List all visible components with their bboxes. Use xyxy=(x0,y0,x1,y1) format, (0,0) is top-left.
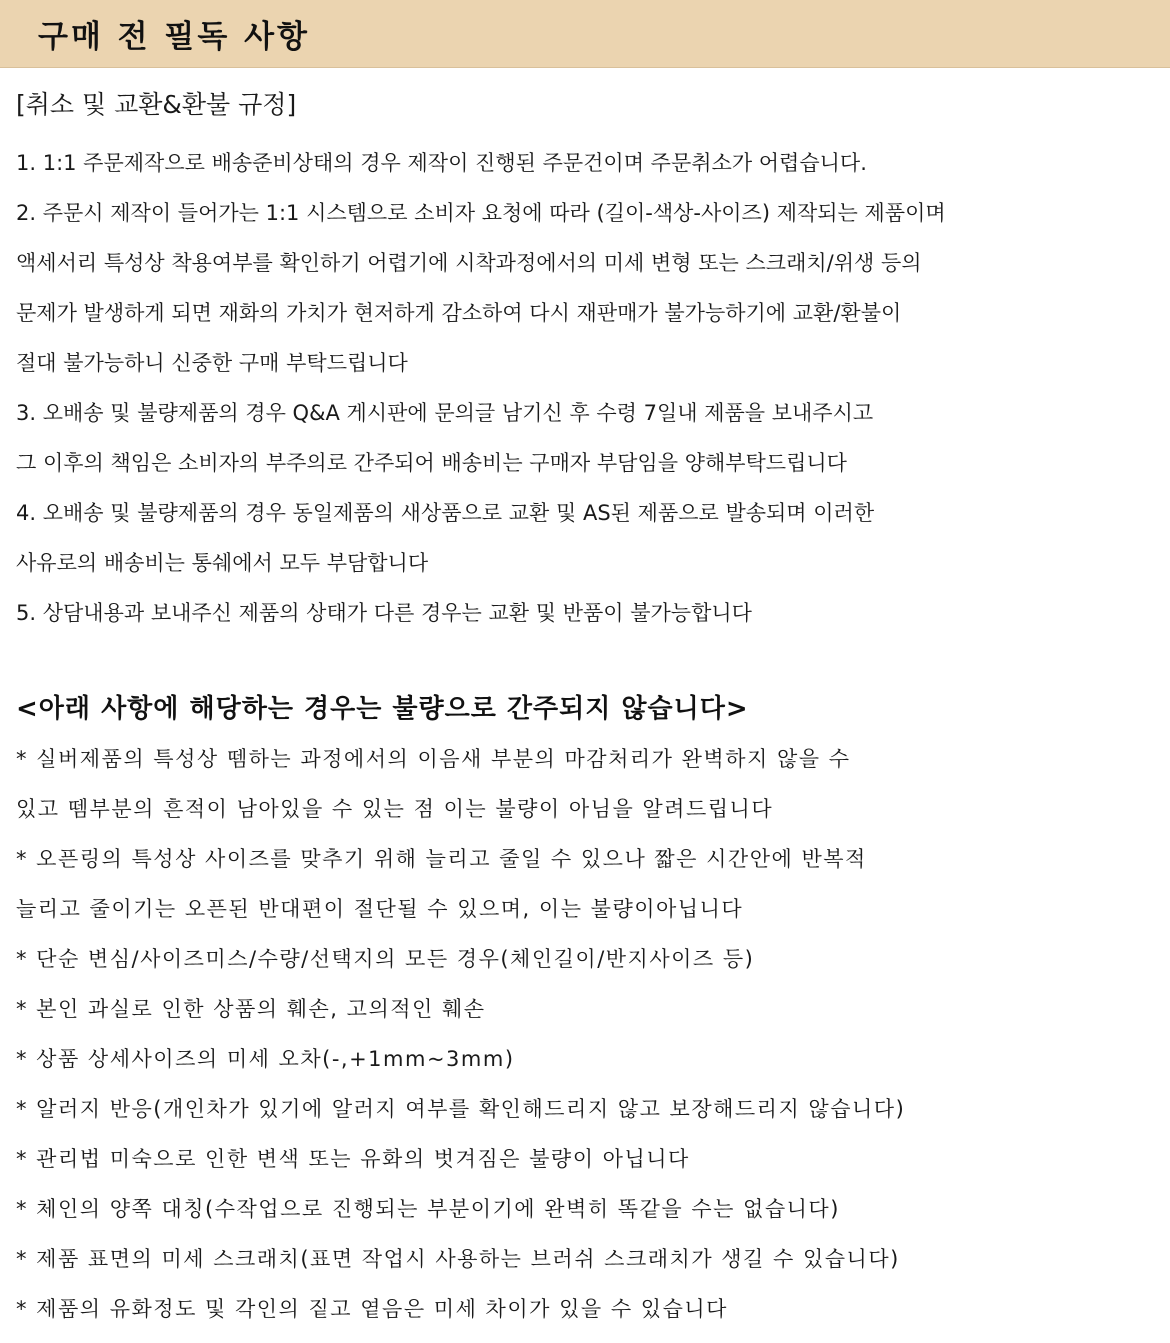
defect-line: * 본인 과실로 인한 상품의 훼손, 고의적인 훼손 xyxy=(16,997,486,1021)
defect-line: * 관리법 미숙으로 인한 변색 또는 유화의 벗겨짐은 불량이 아닙니다 xyxy=(16,1147,690,1171)
policy-line: 절대 불가능하니 신중한 구매 부탁드립니다 xyxy=(16,351,408,375)
defect-line: * 상품 상세사이즈의 미세 오차(-,+1mm~3mm) xyxy=(16,1047,515,1071)
policy-line: 4. 오배송 및 불량제품의 경우 동일제품의 새상품으로 교환 및 AS된 제품으로 발송되며 이러한 xyxy=(16,501,875,525)
policy-line: 2. 주문시 제작이 들어가는 1:1 시스템으로 소비자 요청에 따라 (길이-색상-사이즈) 제작되는 제품이며 xyxy=(16,201,946,225)
policy-line: 1. 1:1 주문제작으로 배송준비상태의 경우 제작이 진행된 주문건이며 주문취소가 어렵습니다. xyxy=(16,151,867,175)
section-spacer xyxy=(16,638,1160,684)
defect-line: 있고 뗌부분의 흔적이 남아있을 수 있는 점 이는 불량이 아님을 알려드립니다 xyxy=(16,797,774,821)
policy-line: 3. 오배송 및 불량제품의 경우 Q&A 게시판에 문의글 남기신 후 수령 7일내 제품을 보내주시고 xyxy=(16,401,874,425)
policy-line: 액세서리 특성상 착용여부를 확인하기 어렵기에 시착과정에서의 미세 변형 또는 스크래치/위생 등의 xyxy=(16,251,922,275)
page-title: 구매 전 필독 사항 xyxy=(38,19,310,55)
policy-line: 문제가 발생하게 되면 재화의 가치가 현저하게 감소하여 다시 재판매가 불가능하기에 교환/환불이 xyxy=(16,301,902,325)
defect-heading: <아래 사항에 해당하는 경우는 불량으로 간주되지 않습니다> xyxy=(16,694,749,724)
policy-line: 사유로의 배송비는 통쉐에서 모두 부담합니다 xyxy=(16,551,429,575)
policy-line: 5. 상담내용과 보내주신 제품의 상태가 다른 경우는 교환 및 반품이 불가능합니다 xyxy=(16,601,752,625)
policy-heading: [취소 및 교환&환불 규정] xyxy=(16,90,297,119)
policy-line: 그 이후의 책임은 소비자의 부주의로 간주되어 배송비는 구매자 부담임을 양해부탁드립니다 xyxy=(16,451,847,475)
notice-content xyxy=(0,68,1170,1334)
defect-line: 늘리고 줄이기는 오픈된 반대편이 절단될 수 있으며, 이는 불량이아닙니다 xyxy=(16,897,744,921)
defect-line: * 체인의 양쪽 대칭(수작업으로 진행되는 부분이기에 완벽히 똑같을 수는 없습니다) xyxy=(16,1197,840,1221)
defect-line: * 제품의 유화정도 및 각인의 짙고 옅음은 미세 차이가 있을 수 있습니다 xyxy=(16,1297,728,1321)
defect-line: * 실버제품의 특성상 뗌하는 과정에서의 이음새 부분의 마감처리가 완벽하지 않을 수 xyxy=(16,747,851,771)
defect-line: * 단순 변심/사이즈미스/수량/선택지의 모든 경우(체인길이/반지사이즈 등) xyxy=(16,947,755,971)
defect-list xyxy=(16,734,1160,1334)
defect-line: * 제품 표면의 미세 스크래치(표면 작업시 사용하는 브러쉬 스크래치가 생길 수 있습니다) xyxy=(16,1247,900,1271)
header-bar xyxy=(0,0,1170,68)
defect-line: * 알러지 반응(개인차가 있기에 알러지 여부를 확인해드리지 않고 보장해드리지 않습니다) xyxy=(16,1097,906,1121)
policy-list xyxy=(16,124,1160,638)
defect-line: * 오픈링의 특성상 사이즈를 맞추기 위해 늘리고 줄일 수 있으나 짧은 시간안에 반복적 xyxy=(16,847,867,871)
